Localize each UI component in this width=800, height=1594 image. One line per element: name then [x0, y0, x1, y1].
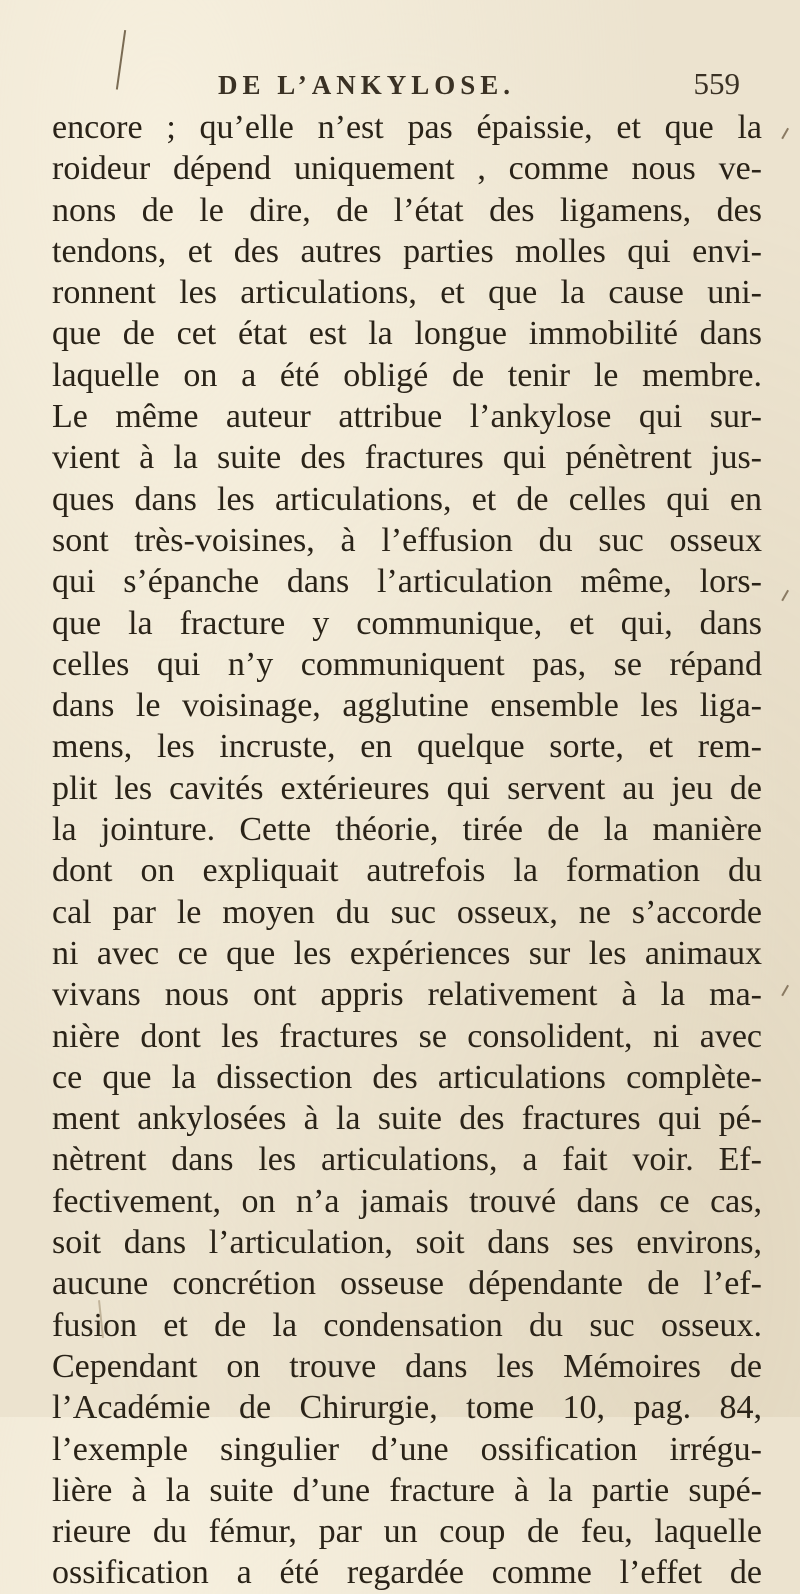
- running-header: [218, 66, 740, 110]
- text-line: Le même auteur attribue l’ankylose qui sur-: [52, 398, 762, 436]
- text-line: dont on expliquait autrefois la formation du: [52, 852, 762, 890]
- text-line: dans le voisinage, agglutine ensemble les liga-: [52, 687, 762, 725]
- text-line: rieure du fémur, par un coup de feu, laquelle: [52, 1513, 762, 1551]
- text-line: fusion et de la condensation du suc osseux.: [52, 1306, 762, 1344]
- text-line: lière à la suite d’une fracture à la partie supé-: [52, 1471, 762, 1509]
- margin-pencil-mark: [116, 30, 129, 90]
- text-line: Cependant on trouve dans les Mémoires de: [52, 1347, 762, 1385]
- text-line: nons de le dire, de l’état des ligamens, des: [52, 191, 762, 229]
- text-line: cal par le moyen du suc osseux, ne s’accorde: [52, 893, 762, 931]
- text-line: sont très-voisines, à l’effusion du suc osseux: [52, 521, 762, 559]
- margin-tick: [781, 128, 790, 140]
- text-line: ossification a été regardée comme l’effet de: [52, 1554, 762, 1592]
- text-line: laquelle on a été obligé de tenir le membre.: [52, 356, 762, 394]
- text-line: qui s’épanche dans l’articulation même, lors-: [52, 563, 762, 601]
- text-line: l’Académie de Chirurgie, tome 10, pag. 84,: [52, 1389, 762, 1427]
- text-line: ment ankylosées à la suite des fractures qui pé-: [52, 1100, 762, 1138]
- text-line: encore ; qu’elle n’est pas épaissie, et que la: [52, 109, 762, 146]
- text-line: ronnent les articulations, et que la cause uni-: [52, 274, 762, 312]
- running-title: DE L’ANKYLOSE.: [218, 70, 516, 100]
- text-line: fectivement, on n’a jamais trouvé dans ce cas,: [52, 1182, 762, 1220]
- text-line: nètrent dans les articulations, a fait voir. Ef-: [52, 1141, 762, 1179]
- text-line: ques dans les articulations, et de celles qui en: [52, 480, 762, 518]
- text-line: celles qui n’y communiquent pas, se répand: [52, 645, 762, 683]
- text-line: que la fracture y communique, et qui, dans: [52, 604, 762, 642]
- page-number: 559: [693, 66, 740, 101]
- text-line: ni avec ce que les expériences sur les animaux: [52, 934, 762, 972]
- text-line: ce que la dissection des articulations complète-: [52, 1058, 762, 1096]
- text-line: aucune concrétion osseuse dépendante de l’ef-: [52, 1265, 762, 1303]
- text-line: tendons, et des autres parties molles qui envi-: [52, 232, 762, 270]
- text-line: plit les cavités extérieures qui servent au jeu de: [52, 769, 762, 807]
- text-line: soit dans l’articulation, soit dans ses environs,: [52, 1224, 762, 1262]
- text-line: nière dont les fractures se consolident, ni avec: [52, 1017, 762, 1055]
- text-line: roideur dépend uniquement , comme nous ve-: [52, 150, 762, 188]
- text-line: mens, les incruste, en quelque sorte, et rem-: [52, 728, 762, 766]
- text-line: l’exemple singulier d’une ossification irrégu-: [52, 1430, 762, 1468]
- text-line: vivans nous ont appris relativement à la ma-: [52, 976, 762, 1014]
- margin-tick: [781, 985, 790, 997]
- text-line: vient à la suite des fractures qui pénètrent jus-: [52, 439, 762, 477]
- text-line: la jointure. Cette théorie, tirée de la manière: [52, 811, 762, 849]
- text-line: que de cet état est la longue immobilité dans: [52, 315, 762, 353]
- margin-tick: [781, 590, 790, 602]
- body-text: [52, 107, 762, 1594]
